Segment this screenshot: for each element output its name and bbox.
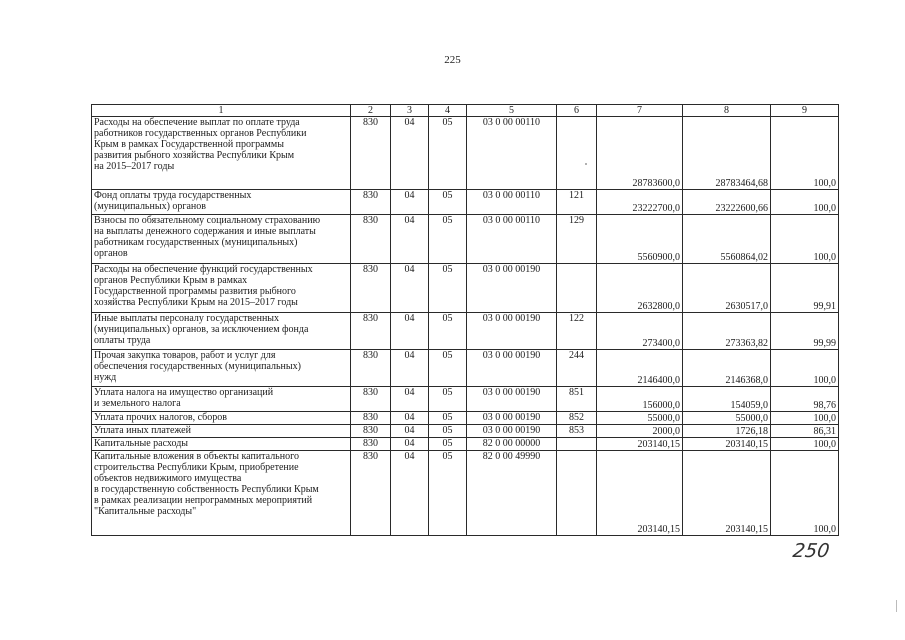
row-code-admin: 830 — [351, 190, 391, 215]
row-executed-amount: 23222600,66 — [683, 190, 771, 215]
row-code-admin: 830 — [351, 425, 391, 438]
row-code-target: 03 0 00 00190 — [467, 313, 557, 350]
row-plan-amount: 203140,15 — [597, 451, 683, 536]
row-code-subsection: 05 — [429, 350, 467, 387]
row-code-section: 04 — [391, 215, 429, 264]
row-code-subsection: 05 — [429, 425, 467, 438]
row-execution-percent: 86,31 — [771, 425, 839, 438]
row-code-section: 04 — [391, 313, 429, 350]
row-code-section: 04 — [391, 451, 429, 536]
row-code-target: 03 0 00 00110 — [467, 215, 557, 264]
row-code-expense-type: 122 — [557, 313, 597, 350]
row-code-subsection: 05 — [429, 264, 467, 313]
budget-table — [91, 104, 839, 536]
row-code-expense-type: 121 — [557, 190, 597, 215]
row-code-expense-type: 851 — [557, 387, 597, 412]
row-code-expense-type — [557, 264, 597, 313]
row-code-subsection: 05 — [429, 190, 467, 215]
row-executed-amount: 203140,15 — [683, 451, 771, 536]
row-plan-amount: 2146400,0 — [597, 350, 683, 387]
table-row — [92, 350, 839, 387]
row-execution-percent: 100,0 — [771, 215, 839, 264]
row-code-admin: 830 — [351, 117, 391, 190]
row-executed-amount: 2630517,0 — [683, 264, 771, 313]
row-code-section: 04 — [391, 438, 429, 451]
row-code-expense-type: 129 — [557, 215, 597, 264]
row-code-target: 03 0 00 00190 — [467, 387, 557, 412]
row-executed-amount: 273363,82 — [683, 313, 771, 350]
row-code-subsection: 05 — [429, 438, 467, 451]
row-code-expense-type — [557, 438, 597, 451]
table-row — [92, 412, 839, 425]
table-row — [92, 117, 839, 190]
row-code-expense-type: 852 — [557, 412, 597, 425]
row-description: Уплата налога на имущество организаций и земельного налога — [92, 387, 351, 412]
margin-mark — [896, 600, 897, 612]
scan-speck — [585, 163, 587, 165]
column-header: 5 — [467, 105, 557, 117]
header-row — [92, 105, 839, 117]
row-code-subsection: 05 — [429, 387, 467, 412]
row-description: Капитальные расходы — [92, 438, 351, 451]
row-code-admin: 830 — [351, 264, 391, 313]
row-executed-amount: 203140,15 — [683, 438, 771, 451]
column-header: 6 — [557, 105, 597, 117]
row-code-subsection: 05 — [429, 117, 467, 190]
row-code-admin: 830 — [351, 313, 391, 350]
row-code-target: 03 0 00 00110 — [467, 190, 557, 215]
row-code-target: 03 0 00 00190 — [467, 412, 557, 425]
row-plan-amount: 273400,0 — [597, 313, 683, 350]
column-header: 2 — [351, 105, 391, 117]
row-code-target: 82 0 00 00000 — [467, 438, 557, 451]
row-code-section: 04 — [391, 387, 429, 412]
row-code-section: 04 — [391, 425, 429, 438]
row-code-subsection: 05 — [429, 215, 467, 264]
row-plan-amount: 203140,15 — [597, 438, 683, 451]
table-row — [92, 451, 839, 536]
row-plan-amount: 55000,0 — [597, 412, 683, 425]
table-row — [92, 313, 839, 350]
table-row — [92, 387, 839, 412]
row-execution-percent: 100,0 — [771, 117, 839, 190]
row-code-target: 03 0 00 00110 — [467, 117, 557, 190]
row-code-section: 04 — [391, 350, 429, 387]
row-execution-percent: 100,0 — [771, 412, 839, 425]
row-plan-amount: 28783600,0 — [597, 117, 683, 190]
row-code-expense-type — [557, 117, 597, 190]
column-header: 1 — [92, 105, 351, 117]
row-executed-amount: 2146368,0 — [683, 350, 771, 387]
column-header: 8 — [683, 105, 771, 117]
row-code-admin: 830 — [351, 438, 391, 451]
column-header: 3 — [391, 105, 429, 117]
row-code-admin: 830 — [351, 350, 391, 387]
table-row — [92, 215, 839, 264]
row-execution-percent: 98,76 — [771, 387, 839, 412]
row-code-expense-type: 853 — [557, 425, 597, 438]
row-code-section: 04 — [391, 190, 429, 215]
row-executed-amount: 1726,18 — [683, 425, 771, 438]
row-execution-percent: 100,0 — [771, 438, 839, 451]
row-execution-percent: 100,0 — [771, 350, 839, 387]
row-executed-amount: 28783464,68 — [683, 117, 771, 190]
row-code-subsection: 05 — [429, 313, 467, 350]
row-code-section: 04 — [391, 412, 429, 425]
row-executed-amount: 5560864,02 — [683, 215, 771, 264]
row-code-target: 03 0 00 00190 — [467, 425, 557, 438]
row-plan-amount: 5560900,0 — [597, 215, 683, 264]
column-header: 7 — [597, 105, 683, 117]
row-description: Прочая закупка товаров, работ и услуг для обеспечения государственных (муниципальных) нужд — [92, 350, 351, 387]
row-code-expense-type — [557, 451, 597, 536]
row-code-target: 03 0 00 00190 — [467, 264, 557, 313]
row-plan-amount: 156000,0 — [597, 387, 683, 412]
row-description: Уплата иных платежей — [92, 425, 351, 438]
row-execution-percent: 100,0 — [771, 190, 839, 215]
row-code-section: 04 — [391, 117, 429, 190]
row-execution-percent: 99,91 — [771, 264, 839, 313]
column-header: 9 — [771, 105, 839, 117]
row-code-admin: 830 — [351, 387, 391, 412]
page-number: 225 — [444, 54, 461, 66]
row-code-target: 82 0 00 49990 — [467, 451, 557, 536]
row-plan-amount: 2000,0 — [597, 425, 683, 438]
row-description: Взносы по обязательному социальному страхованию на выплаты денежного содержания и иные выплаты работникам государственных (муниципальных) органов — [92, 215, 351, 264]
row-executed-amount: 154059,0 — [683, 387, 771, 412]
row-code-section: 04 — [391, 264, 429, 313]
row-code-admin: 830 — [351, 412, 391, 425]
row-description: Иные выплаты персоналу государственных (муниципальных) органов, за исключением фонда оплаты труда — [92, 313, 351, 350]
table-row — [92, 190, 839, 215]
row-code-admin: 830 — [351, 215, 391, 264]
row-code-target: 03 0 00 00190 — [467, 350, 557, 387]
row-description: Уплата прочих налогов, сборов — [92, 412, 351, 425]
row-execution-percent: 100,0 — [771, 451, 839, 536]
handwritten-page-number: 250 — [791, 540, 831, 562]
row-description: Расходы на обеспечение выплат по оплате труда работников государственных органов Республики Крым в рамках Государственной программы развития рыбного хозяйства Республики Крым на 2015–2017 годы — [92, 117, 351, 190]
row-code-subsection: 05 — [429, 451, 467, 536]
table-row — [92, 425, 839, 438]
row-plan-amount: 23222700,0 — [597, 190, 683, 215]
table-row — [92, 264, 839, 313]
row-execution-percent: 99,99 — [771, 313, 839, 350]
row-code-admin: 830 — [351, 451, 391, 536]
row-plan-amount: 2632800,0 — [597, 264, 683, 313]
row-description: Капитальные вложения в объекты капитального строительства Республики Крым, приобретение объектов недвижимого имущества в государственную собственность Республики Крым в рамках реализации непрограммных мероприятий "Капитальные расходы" — [92, 451, 351, 536]
row-description: Расходы на обеспечение функций государственных органов Республики Крым в рамках Государственной программы развития рыбного хозяйства Республики Крым на 2015–2017 годы — [92, 264, 351, 313]
row-code-expense-type: 244 — [557, 350, 597, 387]
row-executed-amount: 55000,0 — [683, 412, 771, 425]
table-row — [92, 438, 839, 451]
row-code-subsection: 05 — [429, 412, 467, 425]
row-description: Фонд оплаты труда государственных (муниципальных) органов — [92, 190, 351, 215]
column-header: 4 — [429, 105, 467, 117]
